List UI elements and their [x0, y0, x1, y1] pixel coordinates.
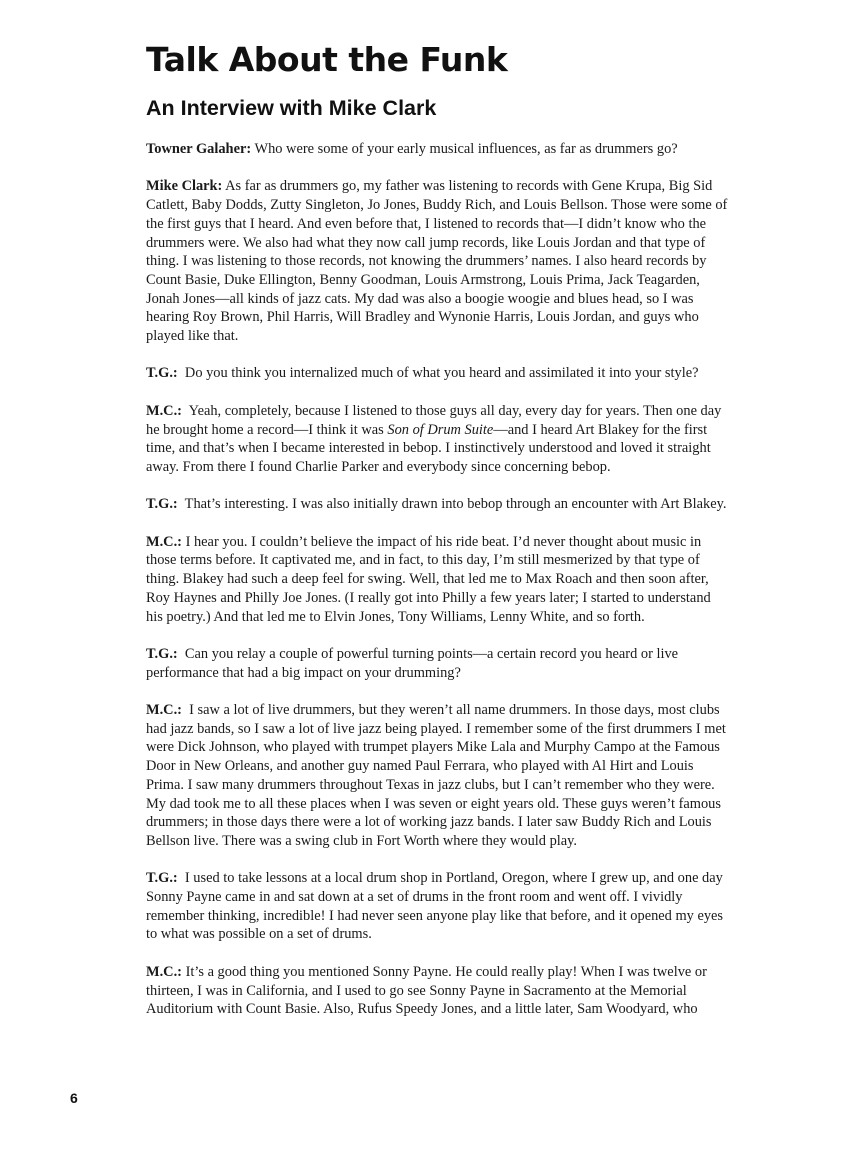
speaker-label: M.C.:	[146, 963, 182, 980]
paragraph-text: Yeah, completely, because I listened to those guys all day, every day for years. Then one day he brought home a record—I think it was	[146, 402, 722, 438]
speaker-label: Mike Clark:	[146, 178, 223, 195]
paragraph	[146, 495, 728, 514]
page-subtitle: An Interview with Mike Clark	[146, 96, 437, 120]
paragraph	[146, 140, 728, 159]
speaker-label: M.C.:	[146, 701, 182, 718]
interview-body	[146, 140, 728, 1038]
paragraph	[146, 364, 728, 383]
paragraph-text: Do you think you internalized much of what you heard and assimilated it into your style?	[184, 365, 699, 382]
paragraph-text: I used to take lessons at a local drum shop in Portland, Oregon, where I grew up, and one day Sonny Payne came in and sat down at a set of drums in the front room and went off. I vividly remember thinking, incredible! I had never seen anyone play like that before, and it opened my eyes to what was possible on a set of drums.	[146, 870, 724, 943]
speaker-label: T.G.:	[146, 870, 178, 887]
paragraph-text: It’s a good thing you mentioned Sonny Payne. He could really play! When I was twelve or thirteen, I was in California, and I used to go see Sonny Payne in Sacramento at the Memorial Auditorium with Count Basie. Also, Rufus Speedy Jones, and a little later, Sam Woodyard, who	[146, 963, 707, 1018]
paragraph	[146, 177, 728, 345]
paragraph	[146, 963, 728, 1019]
paragraph-text: Can you relay a couple of powerful turning points—a certain record you heard or live performance that had a big impact on your drumming?	[146, 645, 679, 681]
speaker-label: Towner Galaher:	[146, 141, 252, 157]
speaker-label: M.C.:	[146, 533, 182, 550]
paragraph	[146, 533, 728, 627]
paragraph-text: I saw a lot of live drummers, but they weren’t all name drummers. In those days, most clubs had jazz bands, so I saw a lot of live jazz being played. I remember some of the first drummers I met were Dick Johnson, who played with trumpet players Mike Lala and Murphy Campo at the Famous Door in New Orleans, and another guy named Paul Ferrara, who played with Al Hirt and Louis Prima. I saw many drummers throughout Texas in jazz clubs, but I can’t remember who they were. My dad took me to all these places when I was seven or eight years old. These guys weren’t famous drummers; in those days there were a lot of working jazz bands. I later saw Buddy Rich and Louis Bellson live. There was a swing club in Fort Worth where they would play.	[146, 701, 726, 849]
paragraph-text: —and I heard Art Blakey for the first time, and that’s when I became interested in bebop. I instinctively understood and loved it straight away. From there I found Charlie Parker and everybody since concerning bebop.	[146, 421, 711, 475]
speaker-label: T.G.:	[146, 645, 178, 662]
speaker-label: T.G.:	[146, 365, 178, 382]
page-number: 6	[70, 1090, 78, 1106]
paragraph	[146, 645, 728, 682]
paragraph	[146, 869, 728, 944]
paragraph-text: Who were some of your early musical influences, as far as drummers go?	[254, 141, 678, 157]
paragraph	[146, 402, 728, 477]
paragraph-text: That’s interesting. I was also initially drawn into bebop through an encounter with Art Blakey.	[184, 496, 727, 513]
page-title: Talk About the Funk	[146, 40, 508, 79]
paragraph-text: I hear you. I couldn’t believe the impact of his ride beat. I’d never thought about music in those terms before. It captivated me, and in fact, to this day, I’m still mesmerized by that type of thing. Blakey had such a deep feel for swing. Well, that led me to Max Roach and then soon after, Roy Haynes and Philly Joe Jones. (I really got into Philly a few years later; I started to understand his poetry.) And that led me to Elvin Jones, Tony Williams, Lenny White, and so forth.	[146, 533, 711, 625]
album-title: Son of Drum Suite	[387, 421, 494, 438]
speaker-label: M.C.:	[146, 402, 182, 419]
paragraph-text: As far as drummers go, my father was listening to records with Gene Krupa, Big Sid Catlett, Baby Dodds, Zutty Singleton, Jo Jones, Buddy Rich, and Louis Bellson. Those were some of the first guys that I heard. And even before that, I listened to records that—I didn’t know who the drummers were. We also had what they now call jump records, like Louis Jordan and that type of thing. I was listening to those records, not knowing the drummers’ names. I also heard records by Count Basie, Duke Ellington, Benny Goodman, Louis Armstrong, Louis Prima, Jack Teagarden, Jonah Jones—all kinds of jazz cats. My dad was also a boogie woogie and blues head, so I was hearing Roy Brown, Phil Harris, Will Bradley and Wynonie Harris, Louis Jordan, and guys who played like that.	[146, 178, 728, 345]
speaker-label: T.G.:	[146, 496, 178, 513]
paragraph	[146, 701, 728, 851]
